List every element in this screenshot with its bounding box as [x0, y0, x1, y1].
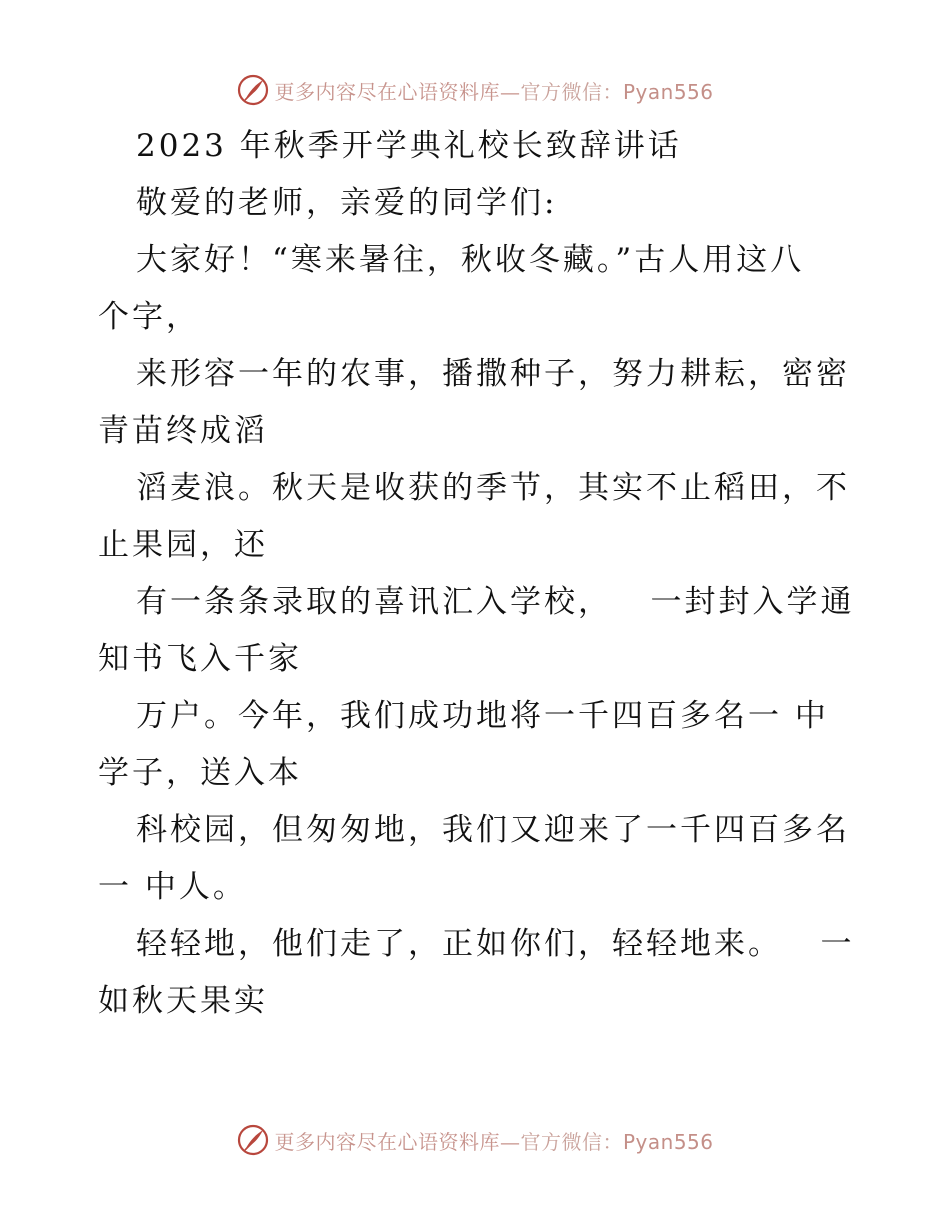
watermark-main-text: 更多内容尽在心语资料库—: [274, 79, 521, 104]
footer-watermark: [0, 1120, 950, 1160]
quill-seal-icon: [236, 73, 270, 107]
header-watermark: [0, 70, 950, 110]
watermark-main-text: 更多内容尽在心语资料库—: [274, 1129, 521, 1154]
paragraph-line: 如秋天果实: [98, 983, 268, 1019]
document-title: 2023 年秋季开学典礼校长致辞讲话: [136, 128, 682, 164]
paragraph-line: 止果园，还: [98, 527, 268, 563]
paragraph-line: 轻轻地，他们走了，正如你们，轻轻地来。 一: [136, 926, 855, 962]
paragraph-line: 有一条条录取的喜讯汇入学校， 一封封入学通: [136, 584, 855, 620]
paragraph-line: 来形容一年的农事，播撒种子，努力耕耘，密密: [136, 356, 850, 392]
watermark-sub-text: 官方微信：: [520, 79, 623, 104]
watermark-handle: Pyan556: [622, 79, 714, 104]
paragraph-line: 万户。今年，我们成功地将一千四百多名一 中: [136, 698, 829, 734]
watermark-sub-text: 官方微信：: [520, 1129, 623, 1154]
watermark-handle: Pyan556: [622, 1129, 714, 1154]
paragraph-line: 个字，: [98, 299, 200, 335]
paragraph-line: 青苗终成滔: [98, 413, 268, 449]
paragraph-line: 科校园，但匆匆地，我们又迎来了一千四百多名: [136, 812, 850, 848]
paragraph-line: 学子，送入本: [98, 755, 302, 791]
paragraph-line: 敬爱的老师，亲爱的同学们:: [136, 185, 558, 221]
paragraph-line: 滔麦浪。秋天是收获的季节，其实不止稻田，不: [136, 470, 850, 506]
quill-seal-icon: [236, 1123, 270, 1157]
document-body: [98, 118, 858, 1030]
watermark-text: [274, 1126, 713, 1155]
watermark-text: [274, 76, 713, 105]
paragraph-line: 一 中人。: [98, 869, 247, 905]
paragraph-line: 大家好！“寒来暑往，秋收冬藏。”古人用这八: [136, 242, 805, 278]
paragraph-line: 知书飞入千家: [98, 641, 302, 677]
